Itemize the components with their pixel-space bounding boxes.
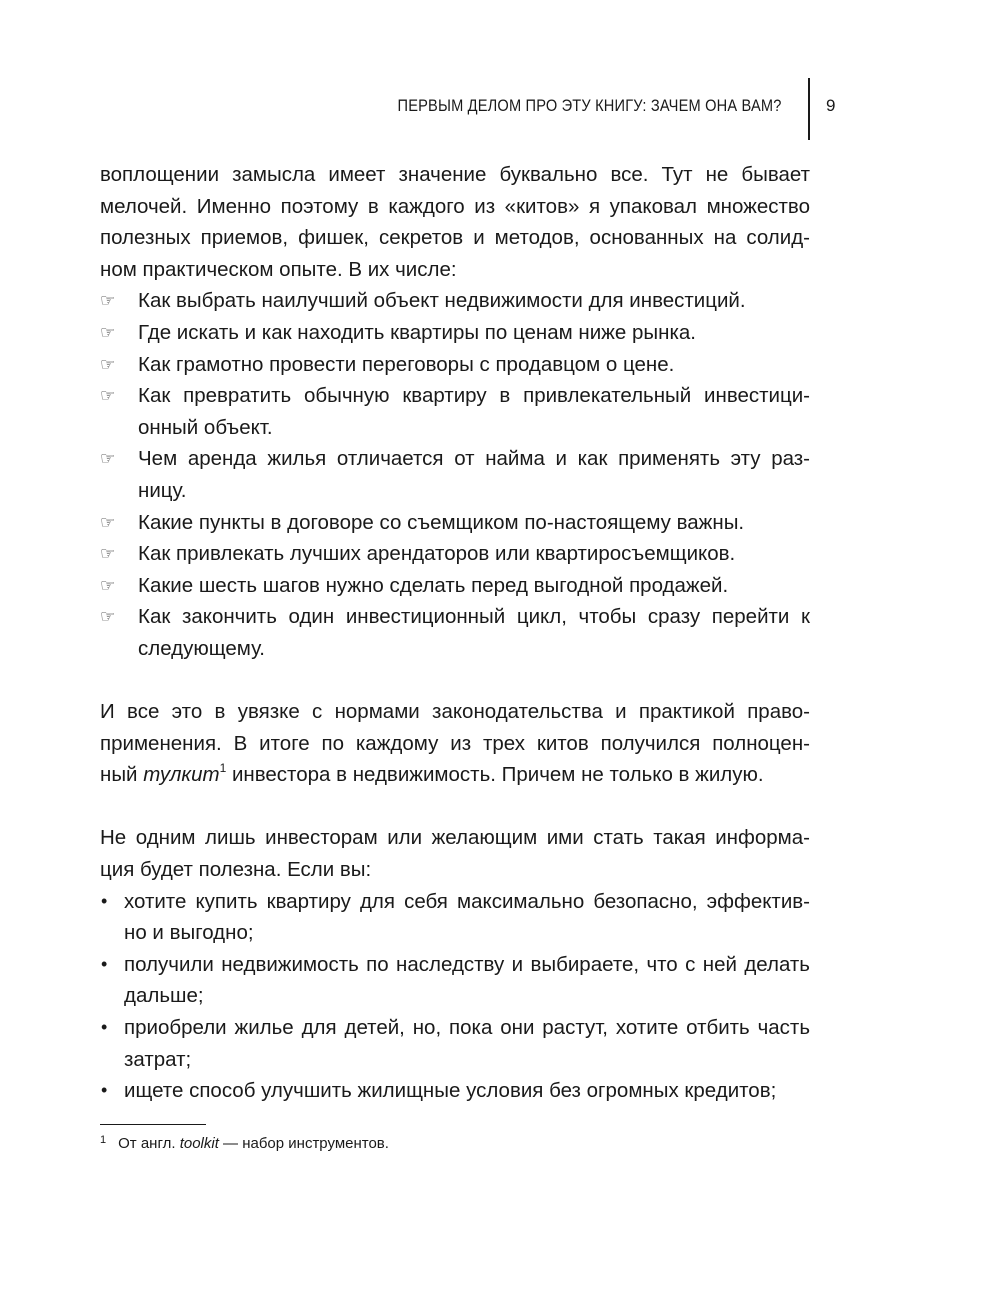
footnote-mark: 1 (100, 1134, 107, 1146)
list-item-text: Как превратить обычную квартиру в привлекательный инвестици- (138, 384, 810, 408)
pointing-hand-icon: ☞ (100, 449, 116, 469)
list-item-text: приобрели жилье для детей, но, пока они растут, хотите отбить часть (124, 1016, 810, 1040)
list-item-text: онный объект. (138, 415, 273, 439)
text-line: Не одним лишь инвесторам или желающим ими стать такая информа- (100, 826, 810, 850)
text-line: И все это в увязке с нормами законодательства и практикой право- (100, 700, 810, 724)
footnote-reference: 1 (219, 761, 227, 776)
list-item-text: к следующему. (138, 605, 810, 660)
pointing-hand-icon: ☞ (100, 386, 116, 406)
list-item (100, 886, 810, 949)
text-line: воплощении замысла имеет значение буквально все. Тут не бывает (100, 163, 810, 186)
list-item-text: ищете способ улучшить жилищные условия без огромных кредитов; (124, 1079, 777, 1103)
toolkit-paragraph (100, 696, 810, 791)
list-item-text: Как закончить один инвестиционный цикл, чтобы сразу перейти (138, 605, 790, 629)
list-item-text: Как выбрать наилучший объект недвижимости для инвестиций. (138, 289, 746, 313)
list-item-text: Как грамотно провести переговоры с продавцом о цене. (138, 352, 675, 376)
list-item (100, 570, 810, 602)
pointing-hand-icon: ☞ (100, 575, 116, 595)
list-item (100, 1075, 810, 1107)
footnote-text: От англ. (118, 1135, 180, 1152)
list-item-text: Какие пункты в договоре со съемщиком по-настоящему важны. (138, 510, 745, 534)
pointing-hand-icon: ☞ (100, 322, 116, 342)
intro-paragraph (100, 159, 810, 285)
text-line: мелочей. Именно поэтому в каждого из «китов» я упаковал множество (100, 194, 810, 218)
list-item-text: дальше; (124, 984, 204, 1008)
pointing-hand-icon: ☞ (100, 607, 116, 627)
footnote (100, 1133, 389, 1156)
list-item-text: ницу. (138, 478, 187, 502)
list-item-text: Чем аренда жилья отличается от найма и как применять эту раз- (138, 447, 810, 471)
list-item-text: но и выгодно; (124, 921, 254, 945)
list-item (100, 349, 810, 381)
list-item-text: Как привлекать лучших арендаторов или квартиросъемщиков. (138, 542, 736, 566)
list-item-text: Где искать и как находить квартиры по ценам ниже рынка. (138, 320, 696, 344)
page-body (100, 159, 810, 1107)
list-item (100, 317, 810, 349)
running-header-title: ПЕРВЫМ ДЕЛОМ ПРО ЭТУ КНИГУ: ЗАЧЕМ ОНА ВАМ? (397, 96, 782, 115)
page-number: 9 (826, 96, 836, 115)
italic-term: тулкит (143, 763, 220, 787)
list-item (100, 285, 810, 317)
list-item (100, 601, 810, 664)
tips-list (100, 285, 810, 664)
list-item (100, 507, 810, 539)
audience-paragraph (100, 822, 810, 885)
paragraph-gap (100, 665, 810, 697)
pointing-hand-icon: ☞ (100, 291, 116, 311)
text-line: применения. В итоге по каждому из трех китов получился полноцен- (100, 731, 810, 755)
bullet-dot-icon: • (101, 1017, 108, 1038)
text-line: ция будет полезна. Если вы: (100, 858, 372, 882)
list-item (100, 380, 810, 443)
bullet-dot-icon: • (101, 953, 108, 974)
text-line: ном практическом опыте. В их числе: (100, 257, 457, 281)
footnote-divider (100, 1124, 206, 1125)
list-item (100, 1012, 810, 1075)
text-fragment: инвестора в недвижимость. Причем не только в жилую. (226, 763, 764, 787)
audience-list (100, 886, 810, 1107)
pointing-hand-icon: ☞ (100, 354, 116, 374)
list-item-text: Какие шесть шагов нужно сделать перед выгодной продажей. (138, 573, 729, 597)
footnote-text: — набор инструментов. (218, 1135, 389, 1152)
list-item-text: хотите купить квартиру для себя максимально безопасно, эффектив- (124, 889, 810, 913)
running-header (100, 78, 840, 140)
list-item-text: затрат; (124, 1047, 192, 1071)
text-fragment: ный (100, 763, 144, 787)
text-line (100, 763, 764, 786)
list-item (100, 949, 810, 1012)
bullet-dot-icon: • (101, 1080, 108, 1101)
header-divider (808, 78, 810, 140)
footnote-italic-term: toolkit (179, 1135, 219, 1152)
text-line: полезных приемов, фишек, секретов и методов, основанных на солид- (100, 226, 810, 250)
list-item-text: получили недвижимость по наследству и выбираете, что с ней делать (124, 952, 810, 976)
pointing-hand-icon: ☞ (100, 512, 116, 532)
pointing-hand-icon: ☞ (100, 544, 116, 564)
bullet-dot-icon: • (101, 890, 108, 911)
list-item (100, 538, 810, 570)
list-item (100, 443, 810, 506)
paragraph-gap (100, 791, 810, 823)
